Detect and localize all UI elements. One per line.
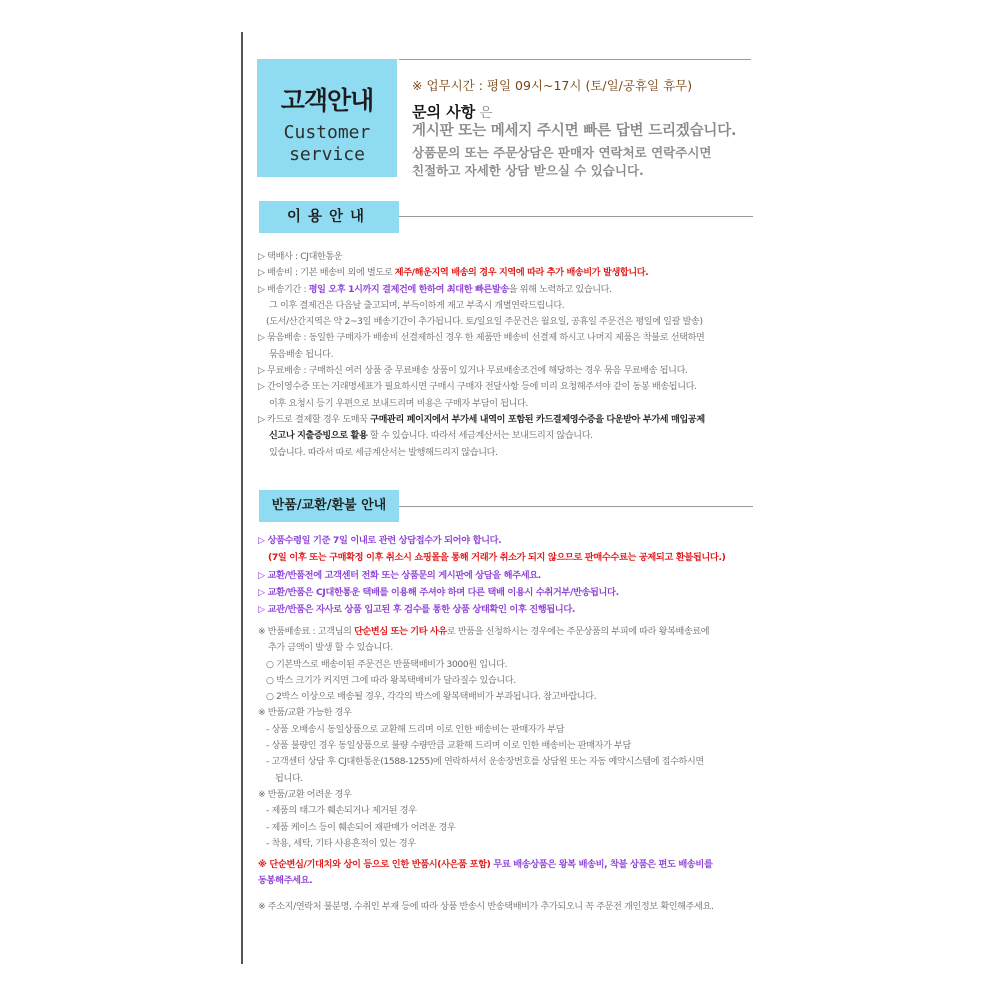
return-shipping-note: ※ 단순변심/기대치와 상이 등으로 인한 반품시(사은품 포함) 무료 배송상품은 왕복 배송비, 착불 상품은 편도 배송비를 동봉해주세요.	[258, 859, 713, 886]
usage-info-list	[258, 249, 758, 461]
returns-details	[258, 624, 758, 852]
list-item: (도서/산간지역은 약 2~3일 배송기간이 추가됩니다. 토/일요일 주문건은 월요일, 공휴일 주문건은 평일에 일괄 발송)	[266, 317, 703, 328]
list-item: ○ 2박스 이상으로 배송될 경우, 각각의 박스에 왕복택배비가 부과됩니다. 참고바랍니다.	[266, 692, 597, 703]
list-item: - 상품 불량인 경우 동일상품으로 불량 수량만큼 교환해 드리며 이로 인한 배송비는 판매자가 부담	[266, 741, 631, 752]
list-item: ▷ 상품수령일 기준 7일 이내로 관련 상담접수가 되어야 합니다.	[258, 535, 502, 546]
list-item: - 상품 오배송시 동일상품으로 교환해 드리며 이로 인한 배송비는 판매자가 부담	[266, 724, 565, 735]
list-item: ○ 기본박스로 배송이된 주문건은 반품택배비가 3000원 입니다.	[266, 659, 508, 670]
usage-section-divider	[399, 216, 753, 217]
list-item: 됩니다.	[275, 773, 303, 784]
address-note: ※ 주소지/연락처 불분명, 수취인 부재 등에 따라 상품 반송시 반송택배비가 추가되오니 꼭 주문전 개인정보 확인해주세요.	[258, 902, 714, 912]
list-item: - 제품 케이스 등이 훼손되어 재판매가 어려운 경우	[266, 822, 456, 833]
list-item: ▷ 교환/반품전에 고객센터 전화 또는 상품문의 게시판에 상담을 해주세요.	[258, 569, 541, 581]
list-item: 이후 요청시 등기 우편으로 보내드리며 비용은 구매자 부담이 됩니다.	[269, 398, 529, 409]
list-item: - 고객센터 상담 후 CJ대한통운(1588-1255)에 연락하셔서 운송장번호를 상담원 또는 자동 예약시스템에 접수하시면	[266, 757, 704, 768]
list-item: - 제품의 태그가 훼손되거나 제거된 경우	[266, 806, 417, 817]
list-item: ▷ 택배사 : CJ대한통운	[258, 252, 343, 262]
returns-section-heading: 반품/교환/환불 안내	[259, 490, 399, 522]
list-item: 그 이후 결제건은 다음날 출고되며, 부득이하게 재고 부족시 개별연락드립니다.	[269, 300, 565, 311]
header-divider	[399, 59, 751, 60]
inquiry-line-1: 문의 사항 은	[412, 103, 493, 121]
list-item: ▷ 교관/반품은 자사로 상품 입고된 후 검수를 통한 상품 상태확인 이후 진행됩니다.	[258, 604, 575, 616]
customer-service-title-en: Customer service	[283, 122, 371, 165]
list-item: ▷ 배송비 : 기본 배송비 외에 별도로 제주/해운지역 배송의 경우 지역에 따라 추가 배송비가 발생합니다.	[258, 268, 649, 279]
list-item: ※ 반품/교환 어려운 경우	[258, 789, 352, 800]
returns-key-rules	[258, 532, 758, 618]
list-item: ※ 반품/교환 가능한 경우	[258, 708, 352, 719]
usage-section-heading: 이용안내	[259, 201, 399, 233]
list-item: 추가 금액이 발생 할 수 있습니다.	[268, 643, 393, 654]
inquiry-line-2: 게시판 또는 메세지 주시면 빠른 답변 드리겠습니다.	[412, 123, 737, 139]
list-item: ▷ 간이영수증 또는 거래명세표가 필요하시면 구매시 구매자 전달사항 등에 미리 요청해주셔야 같이 동봉 배송됩니다.	[258, 382, 697, 393]
inquiry-detail: 상품문의 또는 주문상담은 판매자 연락처로 연락주시면 친절하고 자세한 상담 받으실 수 있습니다.	[412, 145, 712, 178]
list-item: 있습니다. 따라서 따로 세금계산서는 발행해드리지 않습니다.	[269, 447, 498, 458]
list-item: ▷ 카드로 결제할 경우 도매꾹 구매관리 페이지에서 부가세 내역이 포함된 카드결제영수증을 다운받아 부가세 매입공제	[258, 414, 705, 425]
customer-service-badge	[257, 59, 397, 177]
list-item: 묶음배송 됩니다.	[269, 349, 334, 360]
returns-section-divider	[399, 506, 753, 507]
list-item: (7일 이후 또는 구매확정 이후 취소시 쇼핑몰을 통해 거래가 취소가 되지 않으므로 판매수수료는 공제되고 환불됩니다.)	[268, 552, 726, 564]
list-item: ▷ 무료배송 : 구매하신 여러 상품 중 무료배송 상품이 있거나 무료배송조건에 해당하는 경우 묶음 무료배송 됩니다.	[258, 366, 688, 377]
list-item: 신고나 지출증빙으로 활용 할 수 있습니다. 따라서 세금계산서는 보내드리지 않습니다.	[269, 431, 593, 442]
list-item: - 착용, 세탁, 기타 사용흔적이 있는 경우	[266, 838, 416, 849]
list-item: ▷ 묶음배송 : 동일한 구매자가 배송비 선결제하신 경우 한 제품만 배송비 선결제 하시고 나머지 제품은 착불로 선택하면	[258, 333, 705, 344]
business-hours: ※ 업무시간 : 평일 09시~17시 (토/일/공휴일 휴무)	[412, 78, 693, 93]
left-vertical-rule	[241, 32, 243, 964]
list-item: ※ 반품배송료 : 고객님의 단순변심 또는 기타 사유로 반품을 신청하시는 경우에는 주문상품의 부피에 따라 왕복배송료에	[258, 627, 710, 637]
customer-service-title-ko: 고객안내	[280, 86, 374, 115]
list-item: ○ 박스 크기가 커지면 그에 따라 왕복택배비가 달라질수 있습니다.	[266, 675, 516, 686]
list-item: ▷ 배송기간 : 평일 오후 1시까지 결제건에 한하여 최대한 빠른발송을 위해 노력하고 있습니다.	[258, 284, 612, 295]
list-item: ▷ 교환/반품은 CJ대한통운 택배를 이용해 주셔야 하며 다른 택배 이용시 수취거부/반송됩니다.	[258, 586, 619, 598]
